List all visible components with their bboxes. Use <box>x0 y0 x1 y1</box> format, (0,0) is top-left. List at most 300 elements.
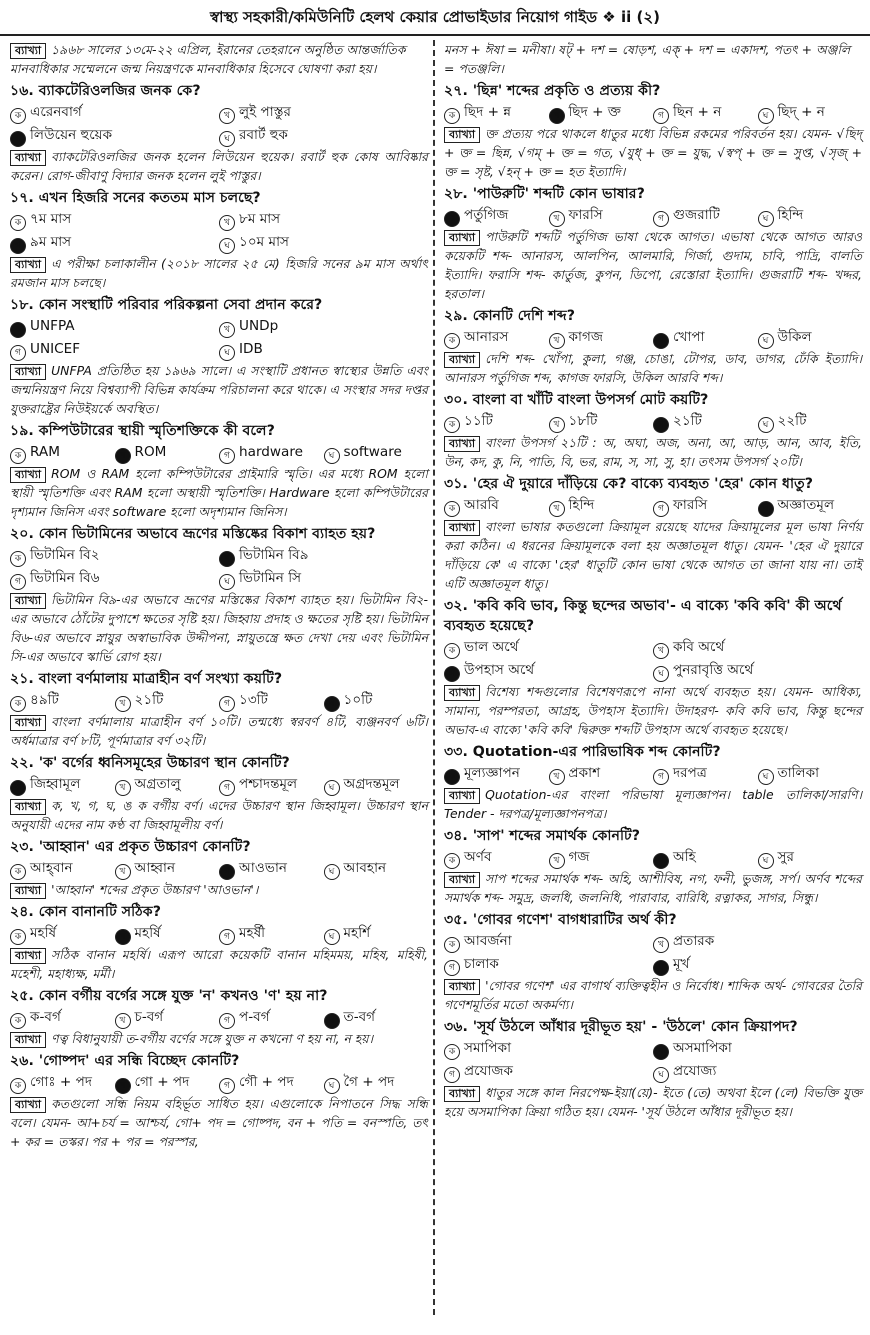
option-label: মহর্শি <box>343 925 371 941</box>
answer-marker-icon: গ <box>653 417 669 433</box>
option-marker-icon: খ <box>549 853 565 869</box>
option-label: ছিদ্‌ + ন <box>777 104 825 120</box>
column-divider <box>433 40 435 1315</box>
option[interactable] <box>324 441 429 464</box>
question-block <box>444 826 862 907</box>
option-marker-icon: ক <box>10 215 26 231</box>
option-marker-icon: খ <box>549 211 565 227</box>
answer-marker-icon: খ <box>219 551 235 567</box>
option-marker-icon: ক <box>444 1044 460 1060</box>
question-block <box>10 837 428 899</box>
option-marker-icon: ক <box>444 417 460 433</box>
answer-marker-icon: গ <box>653 853 669 869</box>
option[interactable] <box>10 1071 115 1094</box>
options-group <box>10 1006 428 1029</box>
option[interactable] <box>444 1037 653 1060</box>
option-marker-icon: গ <box>653 108 669 124</box>
option[interactable] <box>10 922 115 945</box>
explanation-text: বিশেষ্য শব্দগুলোর বিশেষণরূপে নানা অর্থে ব্যবহৃত হয়। যেমন- আধিক্য, সামান্য, পরম্পরতা, আগ্রহ, উপহাস ইত্যাদি। উদাহরণ- কবি কবি ভাব, কিন্তু ছন্দের অভাব-এ বাক্যে 'কবি কবি' দ্বিরুক্ত শব্দটি উপহাস অর্থে ব্যবহৃত হয়েছে। <box>444 684 862 737</box>
options-group <box>444 494 862 517</box>
option[interactable] <box>115 857 220 880</box>
option[interactable] <box>324 857 429 880</box>
explanation <box>444 976 862 1014</box>
option[interactable] <box>10 208 219 231</box>
options-group <box>10 441 428 464</box>
answer-marker-icon: ঘ <box>758 501 774 517</box>
question-block <box>10 902 428 983</box>
explanation-text: ভিটামিন বি৯-এর অভাবে ভ্রূণের মস্তিষ্কের বিকাশ ব্যাহত হয়। ভিটামিন বি২-এর অভাবে ঠোঁটের দুপাশে ক্ষতের সৃষ্টি হয়। জিহ্বায় প্রদাহ ও ক্ষতের সৃষ্টি হয়। ভিটামিন বি৬-এর অভাবে স্নায়ুর অস্বাভাবিক উদ্দীপনা, স্নায়ুতন্ত্রে ক্ষত দেখা দেয় এবং ভিটামিন সি-এর অভাবে স্কার্ভি রোগ হয়। <box>10 592 428 664</box>
option[interactable] <box>10 441 115 464</box>
option-label: ৮ম মাস <box>239 211 281 227</box>
option-marker-icon: খ <box>115 696 131 712</box>
option[interactable] <box>10 338 219 361</box>
option[interactable] <box>219 544 428 567</box>
option-label: অগ্রতালু <box>134 776 181 792</box>
option-marker-icon: ঘ <box>324 864 340 880</box>
option[interactable] <box>10 101 219 124</box>
option[interactable] <box>115 922 220 945</box>
option-label: ৭ম মাস <box>30 211 72 227</box>
answer-marker-icon: ঘ <box>653 960 669 976</box>
option[interactable] <box>444 846 549 869</box>
option[interactable] <box>10 544 219 567</box>
question-text: ৩০. বাংলা বা খাঁটি বাংলা উপসর্গ মোট কয়টি? <box>444 392 709 408</box>
option[interactable] <box>219 208 428 231</box>
option[interactable] <box>10 231 219 254</box>
explanation <box>10 254 428 292</box>
option-marker-icon: ঘ <box>758 108 774 124</box>
option-marker-icon: ক <box>444 937 460 953</box>
option-marker-icon: ক <box>10 1078 26 1094</box>
option-label: ২২টি <box>777 413 807 429</box>
option-marker-icon: খ <box>549 333 565 349</box>
option-label: তালিকা <box>777 765 820 781</box>
continuation-text <box>10 40 428 78</box>
option-label: পশ্চাদন্তমূল <box>239 776 298 792</box>
option[interactable] <box>115 1071 220 1094</box>
explanation-label: ব্যাখ্যা <box>10 257 46 273</box>
option[interactable] <box>758 326 863 349</box>
options-group <box>10 544 428 590</box>
option[interactable] <box>219 1006 324 1029</box>
option-label: মূল্যজ্ঞাপন <box>464 765 520 781</box>
option-marker-icon: ঘ <box>219 345 235 361</box>
question-block <box>10 421 428 521</box>
option[interactable] <box>549 494 654 517</box>
explanation-label: ব্যাখ্যা <box>444 979 480 995</box>
option-label: ক-বর্গ <box>30 1009 61 1025</box>
option-label: পুনরাবৃত্তি অর্থে <box>673 662 754 678</box>
option-label: ছিন + ন <box>673 104 722 120</box>
option[interactable] <box>653 204 758 227</box>
question-block <box>444 81 862 181</box>
option-label: আবহান <box>343 860 387 876</box>
option-marker-icon: ঘ <box>324 1078 340 1094</box>
option[interactable] <box>444 953 653 976</box>
options-group <box>10 689 428 712</box>
option-marker-icon: ক <box>10 448 26 464</box>
question-text: ৩১. 'হের ঐ দুয়ারে দাঁড়িয়ে কে? বাক্যে ব্যবহৃত 'হের' কোন ধাতু? <box>444 476 813 492</box>
option[interactable] <box>549 846 654 869</box>
explanation-label: ব্যাখ্যা <box>10 948 46 964</box>
continuation-body: মনস + ঈষা = মনীষা। ষট্‌ + দশ = ষোড়শ, এক্‌ + দশ = একাদশ, পতৎ + অঞ্জলি = পতঞ্জলি। <box>444 42 851 76</box>
options-group <box>444 846 862 869</box>
option[interactable] <box>324 1006 429 1029</box>
option[interactable] <box>444 659 653 682</box>
option-label: মহর্ষী <box>239 925 266 941</box>
option-label: ২১টি <box>134 692 164 708</box>
option-label: গৌ + পদ <box>239 1074 294 1090</box>
option-marker-icon: ক <box>444 333 460 349</box>
option-label: উপহাস অর্থে <box>464 662 535 678</box>
options-group <box>444 204 862 227</box>
option-label: খোপা <box>673 329 705 345</box>
question-block <box>444 742 862 823</box>
option-label: হিন্দি <box>568 497 595 513</box>
option[interactable] <box>444 326 549 349</box>
explanation-text: বাংলা ভাষার কতগুলো ক্রিয়ামূল রয়েছে যাদের ক্রিয়ামূলের মূল ভাষা নির্ণয় করা কঠিন। এ ধরনের ক্রিয়ামূলকে বলা হয় অজ্ঞাতমূল ধাতু। যেমন- 'হের ঐ দুয়ারে দাঁড়িয়ে কে' এ বাক্যে 'হের' ধাতুটি কোন ভাষা থেকে আগত তা জানা যায় না। তাই এটি অজ্ঞাতমূল ধাতু। <box>444 519 862 591</box>
option-marker-icon: গ <box>219 929 235 945</box>
option-marker-icon: ক <box>10 864 26 880</box>
option[interactable] <box>549 204 654 227</box>
question-block <box>444 596 862 739</box>
option-label: গৈ + পদ <box>343 1074 395 1090</box>
option-marker-icon: খ <box>219 108 235 124</box>
explanation <box>10 590 428 666</box>
options-group <box>444 636 862 682</box>
question-block <box>444 306 862 387</box>
option-marker-icon: ঘ <box>324 780 340 796</box>
option[interactable] <box>653 930 862 953</box>
option-label: অর্ণব <box>464 849 492 865</box>
question-block <box>10 1051 428 1151</box>
option[interactable] <box>758 762 863 785</box>
option[interactable] <box>653 636 862 659</box>
option[interactable] <box>219 338 428 361</box>
explanation <box>10 945 428 983</box>
explanation <box>10 712 428 750</box>
page-header: স্বাস্থ্য সহকারী/কমিউনিটি হেলথ কেয়ার প্রোভাইডার নিয়োগ গাইড ❖ ii (২) <box>0 0 870 36</box>
option-label: hardware <box>239 444 304 460</box>
explanation-text: পাউরুটি শব্দটি পর্তুগিজ ভাষা থেকে আগত। এভাষা থেকে আগত আরও কয়েকটি শব্দ- আনারস, আলপিন, আলমারি, গির্জা, গুদাম, চাবি, পাদ্রি, বালতি ইত্যাদি। ফরাসি শব্দ- কার্তুজ, কুপন, ডিপো, রেস্তোরা ইত্যাদি। গুজরাটি শব্দ- খদ্দর, হরতাল। <box>444 229 862 301</box>
option-marker-icon: ক <box>10 551 26 567</box>
explanation-label: ব্যাখ্যা <box>10 1097 46 1113</box>
explanation <box>444 517 862 593</box>
option-marker-icon: খ <box>115 1013 131 1029</box>
explanation <box>444 433 862 471</box>
option[interactable] <box>758 410 863 433</box>
option[interactable] <box>219 857 324 880</box>
option[interactable] <box>653 410 758 433</box>
answer-marker-icon: ঘ <box>324 696 340 712</box>
option[interactable] <box>219 1071 324 1094</box>
options-group <box>444 410 862 433</box>
option-marker-icon: ঘ <box>653 666 669 682</box>
option[interactable] <box>115 689 220 712</box>
option[interactable] <box>653 953 862 976</box>
option[interactable] <box>758 494 863 517</box>
explanation-text: এ পরীক্ষা চলাকালীন (২০১৮ সালের ২৫ মে) হিজরি সনের ৯ম মাস অর্থাৎ রমজান মাস চলছে। <box>10 256 428 290</box>
option-label: ফারসি <box>568 207 603 223</box>
option-marker-icon: খ <box>115 864 131 880</box>
option[interactable] <box>444 930 653 953</box>
option[interactable] <box>219 101 428 124</box>
explanation-text: ROM ও RAM হলো কম্পিউটারের প্রাইমারি স্মৃতি। এর মধ্যে ROM হলো স্থায়ী স্মৃতিশক্তি এবং RAM হলো অস্থায়ী স্মৃতিশক্তি। Hardware হলো কম্পিউটারের দৃশ্যমান জিনিস এবং software হলো অদৃশ্যমান জিনিস। <box>10 466 428 519</box>
answer-marker-icon: খ <box>653 1044 669 1060</box>
option[interactable] <box>219 567 428 590</box>
option-marker-icon: ক <box>10 108 26 124</box>
option[interactable] <box>653 326 758 349</box>
explanation-text: দেশি শব্দ- খোঁপা, কুলা, গঞ্জ, চোঙা, টোপর, ডাব, ডাগর, ঢেঁকি ইত্যাদি। আনারস পর্তুগিজ শব্দ, কাগজ ফারসি, উকিল আরবি শব্দ। <box>444 351 862 385</box>
continuation-body: ১৯৬৮ সালের ১৩মে-২২ এপ্রিল, ইরানের তেহরানে অনুষ্ঠিত আন্তর্জাতিক মানবাধিকার সম্মেলনে জন্ম নিয়ন্ত্রণকে মানবাধিকার হিসেবে ঘোষণা করা হয়। <box>10 42 406 76</box>
explanation-label: ব্যাখ্যা <box>444 872 480 888</box>
explanation-text: সঠিক বানান মহর্ষি। এরূপ আরো কয়েকটি বানান মহিমময়, মহিষ, মহিষী, মহেশী, মহাধ্যক্ষ, মর্মী। <box>10 947 428 981</box>
explanation <box>444 349 862 387</box>
explanation-text: 'আহ্বান' শব্দের প্রকৃত উচ্চারণ 'আওভান'। <box>51 882 259 897</box>
option-label: চ-বর্গ <box>134 1009 164 1025</box>
option[interactable] <box>324 1071 429 1094</box>
explanation-label: ব্যাখ্যা <box>10 1032 46 1048</box>
options-group <box>10 857 428 880</box>
option[interactable] <box>758 204 863 227</box>
option[interactable] <box>444 636 653 659</box>
explanation-label: ব্যাখ্যা <box>444 1086 480 1102</box>
explanation-label: ব্যাখ্যা <box>444 127 480 143</box>
option-label: অজ্ঞাতমূল <box>777 497 835 513</box>
question-text: ২৪. কোন বানানটি সঠিক? <box>10 904 161 920</box>
option-label: মূর্খ <box>673 956 690 972</box>
option-marker-icon: খ <box>549 417 565 433</box>
option-label: কবি অর্থে <box>673 639 725 655</box>
explanation-label: ব্যাখ্যা <box>444 436 480 452</box>
option[interactable] <box>115 441 220 464</box>
option-label: প্রতারক <box>673 933 715 949</box>
question-text: ৩৬. 'সূর্য উঠলে আঁধার দূরীভূত হয়' - 'উঠলে' কোন ক্রিয়াপদ? <box>444 1019 798 1035</box>
option-label: ছিদ + ক্ত <box>568 104 622 120</box>
question-text: ২৯. কোনটি দেশি শব্দ? <box>444 308 575 324</box>
explanation-label: ব্যাখ্যা <box>444 352 480 368</box>
option[interactable] <box>549 101 654 124</box>
answer-marker-icon: খ <box>115 929 131 945</box>
option-label: আওভান <box>239 860 288 876</box>
question-text: ২১. বাংলা বর্ণমালায় মাত্রাহীন বর্ণ সংখ্যা কয়টি? <box>10 671 283 687</box>
option[interactable] <box>549 410 654 433</box>
option-label: software <box>343 444 402 460</box>
option-marker-icon: ঘ <box>219 238 235 254</box>
explanation-text: ব্যাকটেরিওলজির জনক হলেন লিউয়েন হুয়েক। রবার্ট হুক কোষ আবিষ্কার করেন। রোগ-জীবাণু বিদ্যার জনক হলেন লুই পাস্তুর। <box>10 149 428 183</box>
question-block <box>10 753 428 834</box>
option-label: জিহ্বামূল <box>30 776 81 792</box>
option[interactable] <box>444 762 549 785</box>
options-group <box>444 930 862 976</box>
question-text: ১৯. কম্পিউটারের স্থায়ী স্মৃতিশক্তিকে কী বলে? <box>10 423 275 439</box>
option-marker-icon: গ <box>653 769 669 785</box>
option-label: আবর্জনা <box>464 933 512 949</box>
explanation-text: 'গোবর গণেশ' এর বাগার্থ ব্যক্তিত্বহীন ও নির্বোধ। শাব্দিক অর্থ- গোবরের তৈরি গণেশমূর্তির মতো অকর্মণ্য। <box>444 978 862 1012</box>
option[interactable] <box>758 846 863 869</box>
option[interactable] <box>444 494 549 517</box>
answer-marker-icon: গ <box>653 333 669 349</box>
option[interactable] <box>549 762 654 785</box>
options-group <box>10 208 428 254</box>
option-label: চালাক <box>464 956 499 972</box>
option[interactable] <box>219 231 428 254</box>
option-label: মহর্ষি <box>30 925 57 941</box>
option[interactable] <box>549 326 654 349</box>
question-block <box>10 524 428 666</box>
question-text: ১৬. ব্যাকটেরিওলজির জনক কে? <box>10 83 201 99</box>
question-text: ২৩. 'আহ্বান' এর প্রকৃত উচ্চারণ কোনটি? <box>10 839 251 855</box>
option[interactable] <box>653 1037 862 1060</box>
explanation-label: ব্যাখ্যা <box>10 364 46 380</box>
question-block <box>444 1017 862 1121</box>
option-label: ভিটামিন বি৯ <box>239 547 309 563</box>
option-marker-icon: গ <box>653 211 669 227</box>
question-text: ২৬. 'গোষ্পদ' এর সন্ধি বিচ্ছেদ কোনটি? <box>10 1053 240 1069</box>
question-text: ২২. 'ক' বর্গের ধ্বনিসমূহের উচ্চারণ স্থান কোনটি? <box>10 755 290 771</box>
question-block <box>444 390 862 471</box>
question-text: ২৫. কোন বর্গীয় বর্গের সঙ্গে যুক্ত 'ন' কখনও 'ণ' হয় না? <box>10 988 328 1004</box>
option-label: লুই পাস্তুর <box>239 104 291 120</box>
option[interactable] <box>10 689 115 712</box>
option-label: UNDp <box>239 318 279 334</box>
option-label: ১৮টি <box>568 413 598 429</box>
explanation-text: UNFPA প্রতিষ্ঠিত হয় ১৯৬৯ সালে। এ সংস্থাটি প্রধানত স্বাস্থ্যের উন্নতি এবং জন্মনিয়ন্ত্রণ নিয়ে বিশ্বব্যাপী বিভিন্ন কার্যক্রম পরিচালনা করে থাকে। এ সংস্থার সদর দপ্তর যুক্তরাষ্ট্রের নিউইয়র্কে অবস্থিত। <box>10 363 428 416</box>
option[interactable] <box>324 773 429 796</box>
option-label: প্রযোজক <box>464 1063 514 1079</box>
option-marker-icon: ক <box>10 929 26 945</box>
question-text: ২৭. 'ছিন্ন' শব্দের প্রকৃতি ও প্রত্যয় কী? <box>444 83 661 99</box>
explanation <box>444 869 862 907</box>
option[interactable] <box>653 101 758 124</box>
option[interactable] <box>10 567 219 590</box>
question-block <box>10 669 428 750</box>
option-label: গো + পদ <box>134 1074 190 1090</box>
option-label: গোঃ + পদ <box>30 1074 93 1090</box>
option[interactable] <box>219 441 324 464</box>
option-label: কাগজ <box>568 329 604 345</box>
option-label: ৪৯টি <box>30 692 59 708</box>
option[interactable] <box>653 846 758 869</box>
explanation <box>10 796 428 834</box>
option-label: RAM <box>30 444 60 460</box>
option-label: UNFPA <box>30 318 75 334</box>
option-label: ROM <box>134 444 167 460</box>
option-marker-icon: খ <box>549 501 565 517</box>
answer-marker-icon: খ <box>115 1078 131 1094</box>
option-label: গজ <box>568 849 590 865</box>
option-label: সুর <box>777 849 794 865</box>
option-marker-icon: গ <box>219 1078 235 1094</box>
option[interactable] <box>653 494 758 517</box>
options-group <box>10 101 428 147</box>
options-group <box>10 922 428 945</box>
option[interactable] <box>653 762 758 785</box>
option-label: অগ্রদন্তমূল <box>343 776 400 792</box>
explanation-label: ব্যাখ্যা <box>10 799 46 815</box>
option[interactable] <box>444 101 549 124</box>
option[interactable] <box>115 1006 220 1029</box>
option[interactable] <box>10 124 219 147</box>
question-block <box>444 184 862 303</box>
option[interactable] <box>219 315 428 338</box>
question-text: ৩৩. Quotation-এর পারিভাষিক শব্দ কোনটি? <box>444 744 721 760</box>
answer-marker-icon: খ <box>115 448 131 464</box>
explanation-label: ব্যাখ্যা <box>10 467 46 483</box>
right-column <box>444 40 862 1123</box>
explanation-label: ব্যাখ্যা <box>444 788 480 804</box>
option[interactable] <box>444 410 549 433</box>
option[interactable] <box>219 922 324 945</box>
explanation-label: ব্যাখ্যা <box>10 593 46 609</box>
option-marker-icon: ঘ <box>219 574 235 590</box>
explanation-label: ব্যাখ্যা <box>444 685 480 701</box>
answer-marker-icon: ক <box>444 769 460 785</box>
option[interactable] <box>219 689 324 712</box>
option[interactable] <box>444 1060 653 1083</box>
option-label: ১০টি <box>343 692 373 708</box>
option-label: আরবি <box>464 497 499 513</box>
option[interactable] <box>653 1060 862 1083</box>
explanation <box>444 1083 862 1121</box>
explanation <box>10 1094 428 1151</box>
option-marker-icon: ক <box>10 1013 26 1029</box>
option-marker-icon: ঘ <box>653 1067 669 1083</box>
option-label: হিন্দি <box>777 207 804 223</box>
option-marker-icon: ঘ <box>758 769 774 785</box>
explanation-text: ক, খ, গ, ঘ, ঙ ক বর্গীয় বর্ণ। এদের উচ্চারণ স্থান জিহ্বামূল। উচ্চারণ স্থান অনুযায়ী এদের নাম কণ্ঠ বা জিহ্বামূলীয় বর্ণ। <box>10 798 428 832</box>
option[interactable] <box>10 1006 115 1029</box>
option-marker-icon: ক <box>444 853 460 869</box>
answer-marker-icon: গ <box>10 238 26 254</box>
option[interactable] <box>219 773 324 796</box>
explanation-text: Quotation-এর বাংলা পরিভাষা মূল্যজ্ঞাপন। table তালিকা/সারণি। Tender - দরপত্র/মূল্যজ্ঞাপনপত্র। <box>444 787 862 821</box>
option-label: ভিটামিন সি <box>239 570 302 586</box>
option-marker-icon: ঘ <box>324 448 340 464</box>
option-marker-icon: ঘ <box>758 417 774 433</box>
option[interactable] <box>10 315 219 338</box>
option[interactable] <box>324 689 429 712</box>
option[interactable] <box>219 124 428 147</box>
explanation <box>444 785 862 823</box>
options-group <box>444 1037 862 1083</box>
option-label: ত-বর্গ <box>343 1009 376 1025</box>
options-group <box>10 773 428 796</box>
option-marker-icon: গ <box>10 345 26 361</box>
option[interactable] <box>10 773 115 796</box>
answer-marker-icon: ক <box>10 322 26 338</box>
question-text: ৩৪. 'সাপ' শব্দের সমার্থক কোনটি? <box>444 828 641 844</box>
option-marker-icon: ঘ <box>758 853 774 869</box>
option-label: ২১টি <box>673 413 702 429</box>
explanation-label: ব্যাখ্যা <box>444 520 480 536</box>
option[interactable] <box>653 659 862 682</box>
option-label: ৯ম মাস <box>30 234 72 250</box>
option[interactable] <box>324 922 429 945</box>
explanation <box>444 227 862 303</box>
question-block <box>444 474 862 593</box>
option[interactable] <box>758 101 863 124</box>
explanation-label: ব্যাখ্যা <box>444 230 480 246</box>
explanation-text: ধাতুর সঙ্গে কাল নিরপেক্ষ-ইয়া(য়ে)- ইতে (তে) অথবা ইলে (লে) বিভক্তি যুক্ত হয়ে অসমাপিকা ক্রিয়া গঠিত হয়। যেমন- 'সূর্য উঠলে আঁধার দূরীভূত হয়। <box>444 1085 862 1119</box>
option[interactable] <box>115 773 220 796</box>
option-label: উকিল <box>777 329 812 345</box>
options-group <box>10 1071 428 1094</box>
option-label: সমাপিকা <box>464 1040 512 1056</box>
option-label: ১০ম মাস <box>239 234 289 250</box>
option[interactable] <box>10 857 115 880</box>
option[interactable] <box>444 204 549 227</box>
